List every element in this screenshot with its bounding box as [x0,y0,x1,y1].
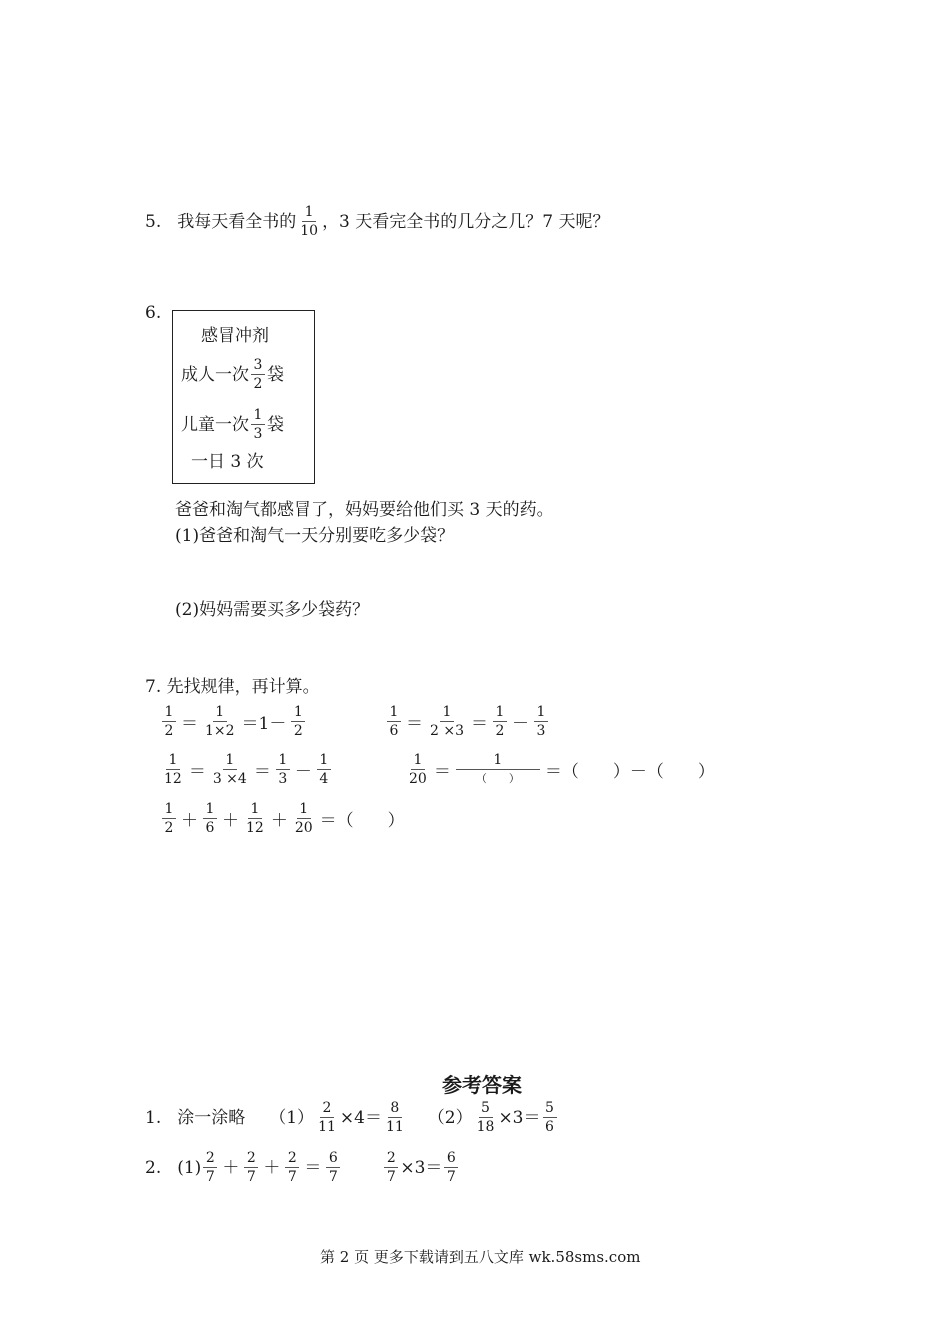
operator: ＋ [222,1157,240,1178]
part-label: (1) [177,1157,202,1178]
fraction [251,407,265,442]
fraction [285,1150,299,1185]
operator: ＋ [222,811,239,831]
answers-title: 参考答案 [442,1073,522,1097]
blank-fraction [456,752,540,787]
denominator: 6 [205,820,215,836]
answer-blanks: ＝（ ）－（ ） [544,762,715,782]
fraction [203,704,237,739]
denominator: 3 ×4 [212,771,247,787]
pattern-row-2b [405,752,718,787]
numerator: 1 [276,752,290,770]
answer-1 [145,1100,559,1135]
numerator: 1 [213,704,227,722]
dosage-text: 儿童一次 [181,414,249,435]
numerator: 1 [166,752,180,770]
operator: ＝ [406,714,423,734]
denominator: 2 [164,820,174,836]
fraction [387,704,401,739]
question-7-heading: 7. 先找规律，再计算。 [145,677,320,697]
sum-expression [160,801,408,836]
denominator: 7 [328,1169,338,1185]
numerator: 1 [534,704,548,722]
denominator: 6 [545,1119,554,1135]
operator: ＋ [263,1157,281,1178]
child-dosage [181,407,284,442]
fraction [244,1150,258,1185]
sub-question-2: (2)妈妈需要买多少袋药？ [175,600,370,620]
adult-dosage [181,357,284,392]
fraction [407,752,429,787]
fraction [475,1100,497,1135]
operator: ＝ [471,714,488,734]
denominator: 18 [476,1119,495,1135]
pattern-row-1a [160,704,307,739]
numerator: 1 [411,752,425,770]
dosage-unit: 袋 [267,414,284,435]
daily-frequency: 一日 3 次 [191,452,264,472]
fraction [543,1100,557,1135]
operator: ＝ [304,1157,322,1178]
page-footer: 第 2 页 更多下载请到五八文库 wk.58sms.com [320,1248,641,1266]
question-description: 爸爸和淘气都感冒了，妈妈要给他们买 3 天的药。 [175,500,554,520]
answer-text: 涂一涂略 [177,1107,246,1128]
operator: ＋ [270,811,288,831]
numerator: 2 [384,1150,398,1168]
fraction [203,801,217,836]
operator: ＝ [253,762,271,782]
numerator: 3 [251,357,265,375]
operator: ＝1－ [241,714,287,734]
numerator: 1 [387,704,401,722]
denominator: 12 [246,820,264,836]
answer-number: 2. [145,1157,162,1178]
fraction [428,704,466,739]
operator: ×3＝ [498,1107,541,1128]
fraction [493,704,507,739]
denominator: 1×2 [205,723,235,739]
denominator: 2 [164,723,174,739]
pattern-row-1b [385,704,550,739]
denominator: 12 [164,771,182,787]
part-label: （1） [269,1107,315,1128]
numerator: 1 [493,704,507,722]
operator: ＝ [188,762,206,782]
fraction [384,1100,406,1135]
fraction [326,1150,340,1185]
numerator: 8 [388,1100,402,1118]
denominator: 7 [386,1169,396,1185]
denominator: 3 [253,426,263,442]
pattern-row-2a [160,752,333,787]
fraction [444,1150,458,1185]
fraction [316,1100,338,1135]
fraction [162,704,176,739]
question-text: ，3 天看完全书的几分之几？7 天呢？ [322,211,610,232]
medicine-label-box [172,310,315,484]
operator: ×4＝ [339,1107,382,1128]
denominator: 2 ×3 [430,723,464,739]
numerator: 1 [440,704,454,722]
numerator: 1 [456,752,540,770]
operator: ＋ [181,811,198,831]
fraction [162,801,176,836]
denominator: 6 [389,723,399,739]
numerator: 5 [479,1100,493,1118]
denominator: 7 [205,1169,215,1185]
operator: ×3＝ [400,1157,443,1178]
fraction [384,1150,398,1185]
fraction [293,801,315,836]
numerator: 1 [297,801,311,819]
fraction [298,204,320,239]
denominator: 2 [253,376,263,392]
numerator: 1 [302,204,316,222]
denominator: 2 [293,723,303,739]
answer-blank: ＝（ ） [319,811,405,831]
denominator: 10 [300,223,319,239]
numerator: 1 [162,704,176,722]
numerator: 1 [317,752,331,770]
question-number: 6. [145,303,162,323]
medicine-name: 感冒冲剂 [201,326,269,346]
numerator: 2 [203,1150,217,1168]
question-text: 我每天看全书的 [177,211,297,232]
numerator: 1 [248,801,262,819]
operator: － [294,762,312,782]
question-number: 5. [145,211,162,232]
numerator: 6 [444,1150,458,1168]
denominator: 3 [278,771,288,787]
fraction [317,752,331,787]
numerator: 1 [203,801,217,819]
operator: ＝ [181,714,198,734]
operator: － [512,714,529,734]
part-label: （2） [427,1107,473,1128]
dosage-text: 成人一次 [181,364,249,385]
fraction [211,752,249,787]
denominator: 20 [294,820,313,836]
sub-question-1: (1)爸爸和淘气一天分别要吃多少袋？ [175,526,455,546]
fraction [291,704,305,739]
fraction [244,801,266,836]
fraction [251,357,265,392]
numerator: 2 [320,1100,334,1118]
numerator: 1 [162,801,176,819]
fraction [162,752,184,787]
fraction [276,752,290,787]
denominator: 2 [495,723,505,739]
numerator: 2 [244,1150,258,1168]
question-5 [145,204,610,239]
blank-denominator: （ ） [475,772,520,785]
answer-number: 1. [145,1107,162,1128]
numerator: 1 [291,704,305,722]
fraction [534,704,548,739]
answer-2 [145,1150,460,1185]
numerator: 1 [223,752,237,770]
denominator: 4 [319,771,329,787]
denominator: 20 [409,771,427,787]
operator: ＝ [433,762,451,782]
denominator: 7 [446,1169,456,1185]
denominator: 11 [318,1119,336,1135]
numerator: 2 [285,1150,299,1168]
numerator: 5 [543,1100,557,1118]
numerator: 6 [326,1150,340,1168]
denominator: 11 [385,1119,404,1135]
fraction [203,1150,217,1185]
denominator: 7 [287,1169,297,1185]
numerator: 1 [251,407,265,425]
denominator: 7 [246,1169,256,1185]
dosage-unit: 袋 [267,364,284,385]
denominator: 3 [536,723,546,739]
